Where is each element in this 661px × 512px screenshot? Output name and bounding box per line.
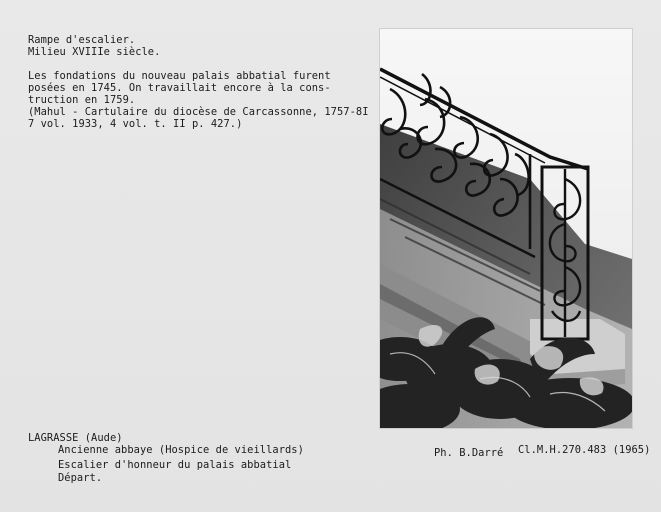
location-building: Ancienne abbaye (Hospice de vieillards) — [58, 444, 304, 456]
railing-photo-image — [380, 29, 632, 428]
description-line: truction en 1759. — [28, 94, 136, 106]
photograph — [379, 28, 633, 429]
description-line: Les fondations du nouveau palais abbatial furent — [28, 70, 331, 82]
header-date: Milieu XVIIIe siècle. — [28, 46, 161, 58]
photographer-credit: Ph. B.Darré — [434, 447, 504, 459]
description-line: posées en 1745. On travaillait encore à la cons- — [28, 82, 331, 94]
location-subject: Escalier d'honneur du palais abbatial — [58, 459, 292, 471]
header-title: Rampe d'escalier. — [28, 34, 136, 46]
description-citation: 7 vol. 1933, 4 vol. t. II p. 427.) — [28, 118, 243, 130]
location-town: LAGRASSE (Aude) — [28, 432, 123, 444]
catalog-reference: Cl.M.H.270.483 (1965) — [518, 444, 651, 456]
description-citation: (Mahul - Cartulaire du diocèse de Carcassonne, 1757-8I — [28, 106, 369, 118]
location-detail: Départ. — [58, 472, 103, 484]
